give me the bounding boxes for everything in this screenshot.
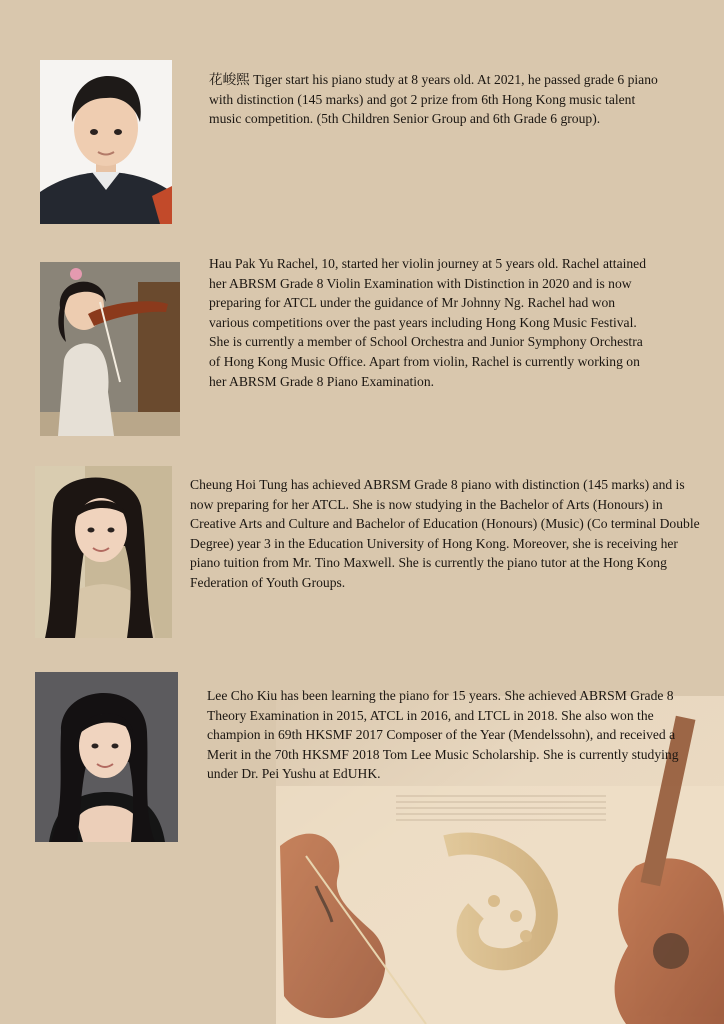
cheung-photo: [35, 466, 172, 638]
lee-bio: Lee Cho Kiu has been learning the piano for 15 years. She achieved ABRSM Grade 8 Theory Examination in 2015, ATCL in 2016, and LTCL in 2018. She also won the champion in 69th HKSMF 2017 Composer of the Year (Mendelssohn), and received a Merit in the 70th HKSMF 2018 Tom Lee Music Scholarship. She is currently studying under Dr. Pei Yushu at EdUHK.: [207, 688, 679, 782]
lee-photo: [35, 672, 178, 842]
rachel-violin-photo: [40, 262, 180, 436]
tiger-bio: 花峻熙 Tiger start his piano study at 8 years old. At 2021, he passed grade 6 piano with distinction (145 marks) and got 2 prize from 6th Hong Kong music talent music competition. (5th Children Senior Group and 6th Grade 6 group).: [209, 72, 658, 127]
cheung-bio: Cheung Hoi Tung has achieved ABRSM Grade 8 piano with distinction (145 marks) and is now preparing for her ATCL. She is now studying in the Bachelor of Arts (Honours) in Creative Arts and Culture and Bachelor of Education (Honours) (Music) (Co terminal Double Degree) year 3 in the Education University of Hong Kong. Moreover, she is receiving her piano tuition from Mr. Tino Maxwell. She is currently the piano tutor at the Hong Kong Federation of Youth Groups.: [190, 477, 700, 590]
tiger-photo: [40, 60, 172, 224]
rachel-bio: Hau Pak Yu Rachel, 10, started her violin journey at 5 years old. Rachel attained her ABRSM Grade 8 Violin Examination with Distinction in 2020 and is now preparing for ATCL under the guidance of Mr Johnny Ng. Rachel had won various competitions over the past years including Hong Kong Music Festival. She is currently a member of School Orchestra and Junior Symphony Orchestra of Hong Kong Music Office. Apart from violin, Rachel is currently working on her ABRSM Grade 8 Piano Examination.: [209, 256, 647, 389]
